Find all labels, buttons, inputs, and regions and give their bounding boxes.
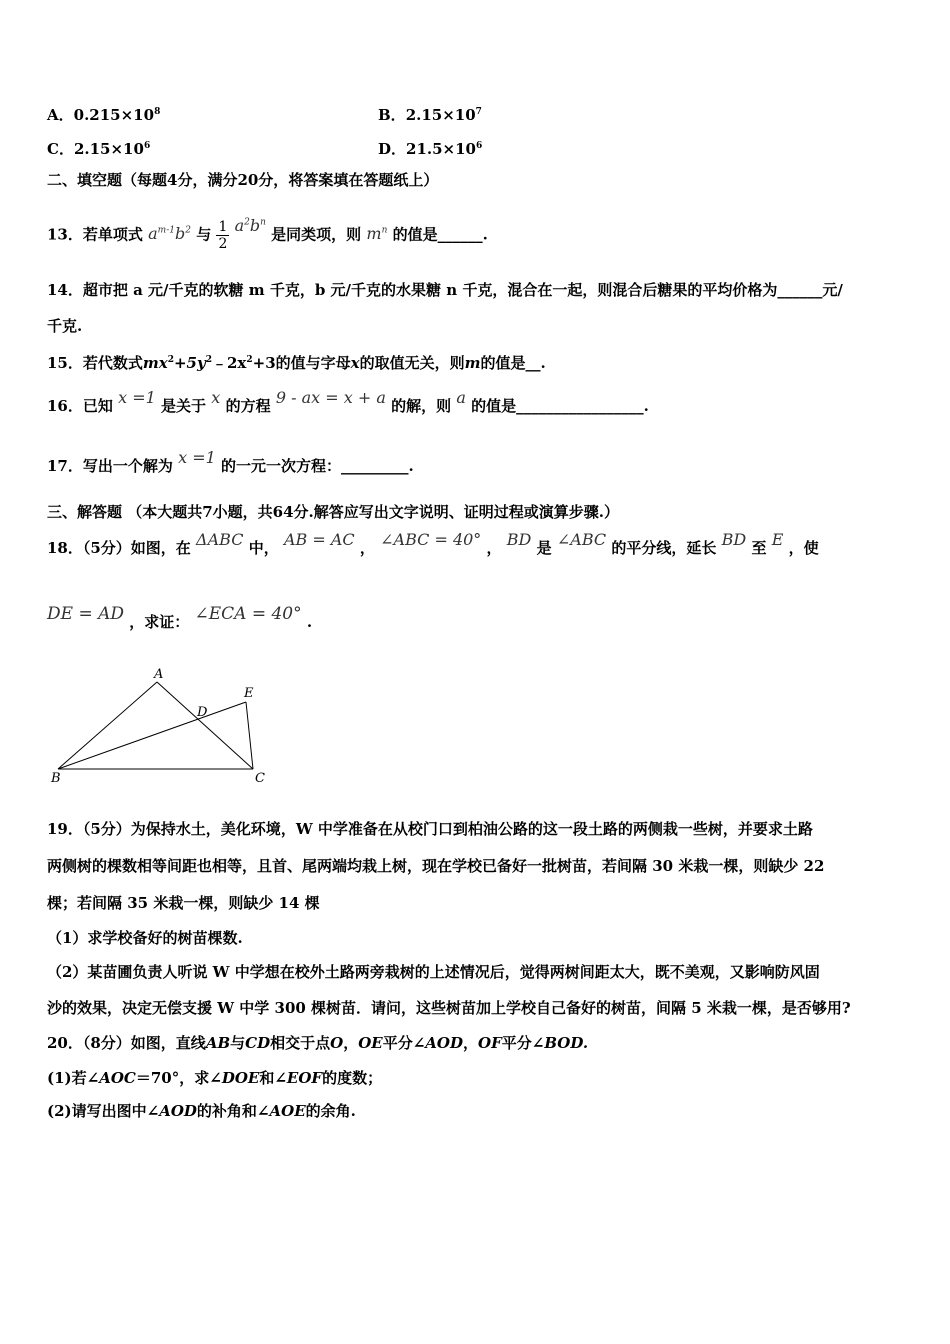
label-e: E	[244, 686, 254, 701]
q18-math-ab-eq-ac: AB = AC	[283, 530, 355, 549]
segment-ec	[246, 702, 253, 769]
question-19-sub-2-line-1: （2）某苗圃负责人听说 W 中学想在校外土路两旁栽树的上述情况后，觉得两树间距太大，既不美观，又影响防风固	[47, 963, 820, 981]
question-19-line-3: 棵；若间隔 35 米栽一棵，则缺少 14 棵	[47, 894, 320, 912]
label-a: A	[154, 667, 164, 682]
option-c: C．$2.15\times 10^6$	[47, 140, 151, 158]
q16-math-x: x	[211, 388, 221, 407]
question-19-sub-1: （1）求学校备好的树苗棵数.	[47, 929, 243, 947]
q18-math-triangle: ΔABC	[196, 530, 244, 549]
segment-be	[58, 702, 246, 769]
question-14-line-1: 14．超市把 a 元/千克的软糖 m 千克，b 元/千克的水果糖 n 千克，混合在一起，则混合后糖果的平均价格为______元/	[47, 281, 843, 299]
question-14-line-2: 千克.	[47, 317, 83, 335]
question-18-line-1: 18．（5分）如图，在 ΔABC 中， AB = AC ， ∠ABC = 40° ， BD 是 ∠ABC 的平分线，延长 BD 至 E ，使	[47, 530, 819, 557]
label-d: D	[197, 705, 208, 720]
section-2-title: 二、填空题（每题4分，满分20分，将答案填在答题纸上）	[47, 171, 439, 189]
segment-ac	[157, 682, 253, 769]
q13-monomial-1: $a^{m-1}b^2$	[148, 224, 191, 244]
option-d: D．$21.5\times 10^6$	[378, 140, 483, 158]
question-20-sub-1: (1)若∠AOC＝70°，求∠DOE和∠EOF的度数；	[47, 1069, 383, 1087]
q18-math-bd-2: BD	[721, 530, 747, 549]
q13-fraction: $\frac{1}{2}$	[218, 218, 228, 252]
section-3-title: 三、解答题 （本大题共7小题，共64分.解答应写出文字说明、证明过程或演算步骤.）	[47, 503, 619, 521]
question-18-line-2: DE = AD ，求证： ∠ECA = 40° .	[47, 604, 313, 631]
segment-ab	[58, 682, 157, 769]
q18-math-bd: BD	[506, 530, 532, 549]
question-19-line-1: 19．（5分）为保持水土，美化环境，W 中学准备在从校门口到柏油公路的这一段土路的两侧栽一些树，并要求土路	[47, 820, 813, 838]
question-20-line-1: 20．（8分）如图，直线AB与CD相交于点O，OE平分∠AOD，OF平分∠BOD.	[47, 1034, 589, 1052]
q18-math-angle-abc-2: ∠ABC	[556, 530, 607, 549]
q18-math-angle-eca: ∠ECA = 40°	[194, 604, 302, 624]
q16-math-x-eq-1: x =1	[118, 388, 156, 407]
option-a: A．$0.215\times 10^8$	[47, 106, 161, 124]
q17-math-x-eq-1: x =1	[178, 448, 216, 467]
q18-math-e: E	[771, 530, 784, 549]
q13-power: $m^n$	[366, 224, 388, 244]
label-c: C	[255, 771, 265, 786]
question-19-sub-2-line-2: 沙的效果，决定无偿支援 W 中学 300 棵树苗．请问，这些树苗加上学校自己备好的树苗，间隔 5 米栽一棵，是否够用?	[47, 999, 851, 1017]
q18-math-de-eq-ad: DE = AD	[47, 604, 124, 624]
q16-math-equation: 9 - ax = x + a	[275, 388, 386, 407]
question-19-line-2: 两侧树的棵数相等间距也相等，且首、尾两端均栽上树，现在学校已备好一批树苗，若间隔 30 米栽一棵，则缺少 22	[47, 857, 825, 875]
question-13: 13．若单项式 $a^{m-1}b^2$ 与 $\frac{1}{2}$ $a^2b^n$ 是同类项，则 $m^n$ 的值是______.	[47, 216, 488, 252]
question-15: 15．若代数式$mx^2+5y^2﹣2x^2+3$的值与字母x的取值无关，则m的值是__.	[47, 354, 546, 372]
question-20-sub-2: (2)请写出图中∠AOD的补角和∠AOE的余角.	[47, 1102, 356, 1120]
option-b: B．$2.15\times 10^7$	[378, 106, 482, 124]
question-17: 17．写出一个解为 x =1 的一元一次方程：_________.	[47, 448, 414, 475]
q16-math-a: a	[456, 388, 466, 407]
triangle-figure	[44, 664, 274, 788]
question-16: 16．已知 x =1 是关于 x 的方程 9 - ax = x + a 的解，则 a 的值是_________________.	[47, 388, 649, 415]
q18-math-angle-abc: ∠ABC = 40°	[380, 530, 482, 549]
q13-monomial-2: $a^2b^n$	[234, 216, 266, 236]
label-b: B	[51, 771, 61, 786]
